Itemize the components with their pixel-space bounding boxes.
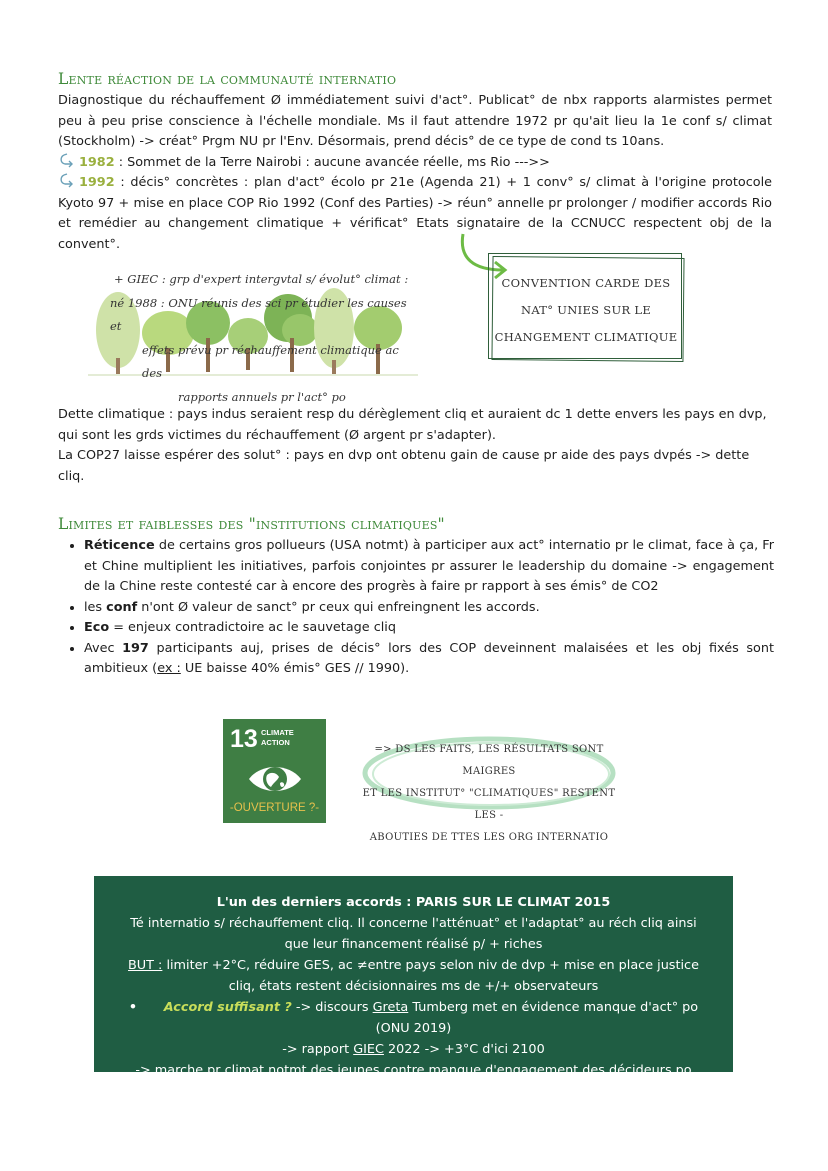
greta-link: Greta — [372, 1000, 409, 1015]
marche-word: marche — [154, 1063, 204, 1078]
sdg-caption: -OUVERTURE ?- — [229, 802, 320, 814]
sdg-number: 13 — [230, 725, 258, 753]
bold-term: Réticence — [84, 538, 155, 553]
sdg-label: CLIMATE — [261, 728, 294, 737]
convention-box — [488, 253, 684, 363]
oval-line: ET LES INSTITUT° "CLIMATIQUES" RESTENT LES - — [362, 788, 616, 821]
list-item — [84, 639, 774, 680]
paris-agreement-banner — [94, 876, 733, 1078]
bullet-question: Accord suffisant ? — [163, 1000, 292, 1015]
year-1992: 1992 — [79, 175, 115, 190]
banner-title-main: PARIS SUR LE CLIMAT 2015 — [415, 895, 611, 910]
section1-body — [58, 91, 772, 255]
bold-term: Eco — [84, 620, 110, 635]
sdg-label: ACTION — [261, 738, 290, 747]
banner-giec-line — [120, 1039, 707, 1060]
marche-pre: -> — [135, 1063, 155, 1078]
oval-note — [358, 739, 620, 849]
limites-list — [58, 536, 774, 680]
bold-term: 197 — [122, 640, 149, 656]
section-title-lente-reaction: Lente réaction de la communauté internatio — [58, 70, 397, 88]
giec-rest: 2022 -> +3°C d'ici 2100 — [383, 1042, 545, 1057]
list-item-text: UE baisse 40% émis° GES // 1990). — [180, 661, 410, 676]
intro-paragraph: Diagnostique du réchauffement Ø immédiatement suivi d'act°. Publicat° de nbx rapports alarmistes permet peu à peu prise conscience à l'échelle mondiale. Ms il faut attendre 1972 pr qu'ait lieu la 1e conf s/ climat (Stockholm) -> créat° Prgm NU pr l'Env. Désormais, prend décis° de ce type de cond ts 10ans. — [58, 93, 772, 149]
but-label: BUT : — [128, 958, 163, 973]
list-item-text: n'ont Ø valeur de sanct° pr ceux qui enfreingnent les accords. — [137, 599, 540, 615]
curved-arrow-icon — [58, 153, 76, 168]
giec-line: + GIEC : grp d'expert intergvtal s/ évolut° climat : — [114, 272, 409, 286]
banner-bullet — [120, 997, 707, 1039]
list-item-text: de certains gros pollueurs (USA notmt) à participer aux act° internatio pr le climat, face à ça, Fr et Chine multiplient les initiatives, parfois conjointes pr assurer le leadership du domaine -> engagement de la Chine reste contesté car à encore des progrès à faire pr rapport à ses émis° de CO2 — [84, 538, 774, 594]
banner-title — [120, 892, 707, 913]
oval-line: ABOUTIES DE TTES LES ORG INTERNATIO — [369, 832, 609, 843]
banner-but — [120, 955, 707, 997]
list-item — [84, 618, 774, 639]
dette-paragraph — [58, 405, 772, 487]
banner-marche-line — [120, 1060, 707, 1081]
example-label: ex : — [157, 661, 181, 676]
curved-arrow-icon — [58, 173, 76, 188]
bold-term: conf — [106, 599, 138, 615]
dette-line1: Dette climatique : pays indus seraient resp du dérèglement cliq et auraient dc 1 dette envers les pays en dvp, qui sont les grds victimes du réchauffement (Ø argent pr s'adapter). — [58, 407, 767, 443]
giec-line: effets prévu pr réchauffement climatique ac des — [142, 342, 399, 380]
list-item — [84, 598, 774, 619]
eye-globe-icon — [247, 761, 303, 797]
bullet-text: -> discours — [291, 1000, 373, 1015]
banner-line1: Té internatio s/ réchauffement cliq. Il concerne l'atténuat° et l'adaptat° au réch cliq ainsi que leur financement réalisé p/ + riches — [130, 916, 697, 952]
convention-line: CONVENTION CARDE DES — [501, 276, 671, 290]
event2-text: : décis° concrètes : plan d'act° écolo pr 21e (Agenda 21) + 1 conv° s/ climat à l'origine protocole Kyoto 97 + mise en place COP Rio 1992 (Conf des Parties) -> réun° annelle pr prolonger / modifier accords Rio et remédier au changement climatique + vérificat° Etats signataire de la CCNUCC respectent obj de la convent°. — [58, 175, 772, 252]
bullet-text: Tumberg met en évidence manque d'act° po (ONU 2019) — [375, 1000, 699, 1036]
event1-text: : Sommet de la Terre Nairobi : aucune avancée réelle, ms Rio --->> — [114, 154, 550, 170]
year-1982: 1982 — [79, 154, 115, 170]
section-title-limites: Limites et faiblesses des "institutions climatiques" — [58, 515, 445, 533]
list-item-text: Avec — [84, 640, 123, 656]
marche-rest: pr climat notmt des jeunes contre manque d'engagement des décideurs po — [203, 1063, 692, 1078]
oval-line: => DS LES FAITS, LES RÉSULTATS SONT MAIGRES — [374, 744, 604, 777]
event-1992 — [58, 173, 772, 255]
list-item-text: = enjeux contradictoire ac le sauvetage cliq — [109, 620, 396, 635]
list-item — [84, 536, 774, 598]
giec-line: né 1988 : ONU réunis des sci pr étudier les causes et — [110, 295, 407, 333]
sdg13-climate-action-tile — [223, 719, 326, 823]
list-item-text: participants auj, prises de décis° lors des COP deveinnent malaisées et les obj fixés sont ambitieux ( — [84, 640, 774, 676]
giec-pre: -> rapport — [282, 1042, 354, 1057]
list-item-text: les — [84, 599, 107, 615]
dette-line2: La COP27 laisse espérer des solut° : pays en dvp ont obtenu gain de cause pr aide des pays dvpés -> dette cliq. — [58, 448, 750, 484]
but-text: limiter +2°C, réduire GES, ac ≠entre pays selon niv de dvp + mise en place justice cliq, états restent décisionnaires ms de +/+ observateurs — [162, 958, 699, 994]
banner-title-pre: L'un des derniers accords : — [216, 895, 416, 910]
giec-note — [110, 268, 410, 409]
giec-word: GIEC — [353, 1042, 384, 1057]
limites-list-wrap — [58, 536, 774, 680]
event-1982 — [58, 153, 772, 174]
bullet-dot-icon: • — [128, 1000, 164, 1015]
convention-line: NAT° UNIES SUR LE — [520, 303, 652, 317]
convention-line: CHANGEMENT CLIMATIQUE — [494, 330, 678, 344]
giec-line: rapports annuels pr l'act° po — [178, 389, 346, 404]
